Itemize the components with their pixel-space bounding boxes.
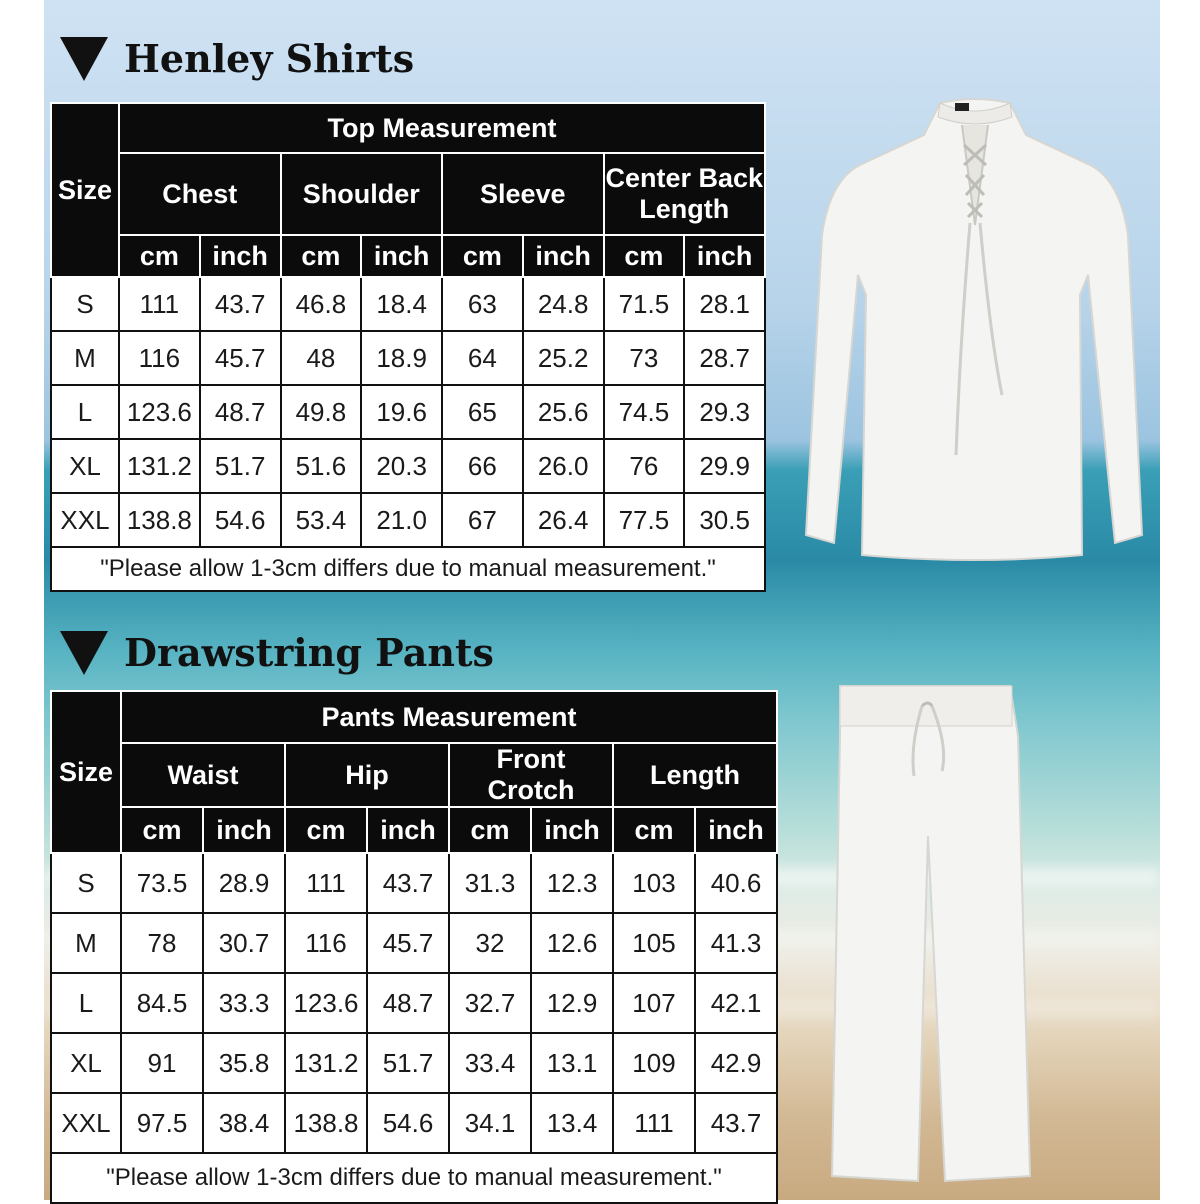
table-row	[51, 1093, 777, 1153]
measurement-cell: 63	[442, 277, 523, 331]
unit-header: inch	[531, 807, 613, 853]
measurement-cell: 51.7	[367, 1033, 449, 1093]
size-header: Size	[51, 691, 121, 853]
measurement-cell: 105	[613, 913, 695, 973]
measurement-cell: 109	[613, 1033, 695, 1093]
unit-header: cm	[442, 235, 523, 277]
column-header: Hip	[285, 743, 449, 807]
unit-header: inch	[367, 807, 449, 853]
unit-header: cm	[604, 235, 685, 277]
measurement-cell: 43.7	[367, 853, 449, 913]
measurement-cell: 18.9	[361, 331, 442, 385]
unit-header: inch	[203, 807, 285, 853]
measurement-cell: 51.7	[200, 439, 281, 493]
measurement-cell: 41.3	[695, 913, 777, 973]
measurement-cell: 29.9	[684, 439, 765, 493]
column-header: Center Back Length	[604, 153, 766, 235]
table-row	[51, 277, 765, 331]
measurement-cell: 34.1	[449, 1093, 531, 1153]
measurement-cell: 116	[285, 913, 367, 973]
table-row	[51, 439, 765, 493]
measurement-cell: 45.7	[367, 913, 449, 973]
shirts-title-text: Henley Shirts	[124, 36, 415, 81]
measurement-cell: 28.7	[684, 331, 765, 385]
measurement-cell: 78	[121, 913, 203, 973]
column-header: Length	[613, 743, 777, 807]
measurement-cell: 42.9	[695, 1033, 777, 1093]
measurement-cell: 48.7	[200, 385, 281, 439]
measurement-cell: 65	[442, 385, 523, 439]
measurement-note: "Please allow 1-3cm differs due to manual measurement."	[51, 1153, 777, 1203]
size-cell: L	[51, 973, 121, 1033]
column-header: Waist	[121, 743, 285, 807]
measurement-cell: 26.4	[523, 493, 604, 547]
measurement-cell: 43.7	[200, 277, 281, 331]
column-header: Sleeve	[442, 153, 604, 235]
shirts-section-title	[60, 36, 414, 81]
measurement-cell: 54.6	[200, 493, 281, 547]
size-cell: S	[51, 853, 121, 913]
measurement-cell: 26.0	[523, 439, 604, 493]
measurement-cell: 32.7	[449, 973, 531, 1033]
size-cell: M	[51, 331, 119, 385]
measurement-cell: 97.5	[121, 1093, 203, 1153]
measurement-cell: 12.6	[531, 913, 613, 973]
measurement-cell: 49.8	[281, 385, 362, 439]
table-row	[51, 493, 765, 547]
measurement-cell: 28.9	[203, 853, 285, 913]
table-row	[51, 973, 777, 1033]
table-row	[51, 1033, 777, 1093]
measurement-cell: 30.7	[203, 913, 285, 973]
column-header: Shoulder	[281, 153, 443, 235]
measurement-cell: 84.5	[121, 973, 203, 1033]
unit-header: inch	[684, 235, 765, 277]
size-cell: L	[51, 385, 119, 439]
measurement-cell: 29.3	[684, 385, 765, 439]
measurement-cell: 48.7	[367, 973, 449, 1033]
triangle-down-icon	[60, 631, 108, 675]
measurement-cell: 103	[613, 853, 695, 913]
measurement-cell: 111	[119, 277, 200, 331]
measurement-cell: 32	[449, 913, 531, 973]
unit-header: cm	[119, 235, 200, 277]
table-row	[51, 913, 777, 973]
measurement-cell: 19.6	[361, 385, 442, 439]
measurement-cell: 111	[285, 853, 367, 913]
measurement-cell: 33.3	[203, 973, 285, 1033]
measurement-cell: 38.4	[203, 1093, 285, 1153]
measurement-cell: 12.9	[531, 973, 613, 1033]
measurement-cell: 91	[121, 1033, 203, 1093]
measurement-cell: 51.6	[281, 439, 362, 493]
measurement-cell: 43.7	[695, 1093, 777, 1153]
unit-header: inch	[200, 235, 281, 277]
triangle-down-icon	[60, 37, 108, 81]
measurement-cell: 131.2	[285, 1033, 367, 1093]
size-cell: XL	[51, 439, 119, 493]
measurement-cell: 35.8	[203, 1033, 285, 1093]
group-header: Pants Measurement	[121, 691, 777, 743]
henley-shirt-image	[790, 95, 1160, 565]
measurement-cell: 24.8	[523, 277, 604, 331]
size-cell: XXL	[51, 493, 119, 547]
measurement-cell: 123.6	[119, 385, 200, 439]
measurement-cell: 12.3	[531, 853, 613, 913]
measurement-cell: 73	[604, 331, 685, 385]
unit-header: cm	[121, 807, 203, 853]
measurement-cell: 138.8	[119, 493, 200, 547]
measurement-cell: 54.6	[367, 1093, 449, 1153]
measurement-cell: 138.8	[285, 1093, 367, 1153]
measurement-cell: 71.5	[604, 277, 685, 331]
measurement-cell: 53.4	[281, 493, 362, 547]
column-header: Chest	[119, 153, 281, 235]
measurement-cell: 76	[604, 439, 685, 493]
unit-header: cm	[281, 235, 362, 277]
pants-section-title	[60, 630, 494, 675]
measurement-cell: 25.2	[523, 331, 604, 385]
measurement-cell: 13.4	[531, 1093, 613, 1153]
table-row	[51, 385, 765, 439]
measurement-note: "Please allow 1-3cm differs due to manual measurement."	[51, 547, 765, 591]
measurement-cell: 107	[613, 973, 695, 1033]
measurement-cell: 123.6	[285, 973, 367, 1033]
unit-header: cm	[613, 807, 695, 853]
measurement-cell: 25.6	[523, 385, 604, 439]
pants-title-text: Drawstring Pants	[124, 630, 494, 675]
measurement-cell: 20.3	[361, 439, 442, 493]
size-cell: XL	[51, 1033, 121, 1093]
measurement-cell: 28.1	[684, 277, 765, 331]
measurement-cell: 18.4	[361, 277, 442, 331]
size-cell: XXL	[51, 1093, 121, 1153]
measurement-cell: 30.5	[684, 493, 765, 547]
measurement-cell: 13.1	[531, 1033, 613, 1093]
measurement-cell: 116	[119, 331, 200, 385]
shirt-label	[955, 103, 969, 111]
drawstring-pants-image	[810, 676, 1040, 1196]
table-row	[51, 331, 765, 385]
unit-header: inch	[523, 235, 604, 277]
measurement-cell: 74.5	[604, 385, 685, 439]
column-header: Front Crotch	[449, 743, 613, 807]
measurement-cell: 45.7	[200, 331, 281, 385]
measurement-cell: 67	[442, 493, 523, 547]
measurement-cell: 31.3	[449, 853, 531, 913]
unit-header: inch	[361, 235, 442, 277]
unit-header: cm	[285, 807, 367, 853]
unit-header: inch	[695, 807, 777, 853]
measurement-cell: 66	[442, 439, 523, 493]
measurement-cell: 21.0	[361, 493, 442, 547]
table-row	[51, 853, 777, 913]
measurement-cell: 77.5	[604, 493, 685, 547]
size-header: Size	[51, 103, 119, 277]
size-cell: S	[51, 277, 119, 331]
shirts-size-table	[50, 102, 766, 592]
measurement-cell: 64	[442, 331, 523, 385]
measurement-cell: 46.8	[281, 277, 362, 331]
unit-header: cm	[449, 807, 531, 853]
measurement-cell: 48	[281, 331, 362, 385]
measurement-cell: 40.6	[695, 853, 777, 913]
measurement-cell: 73.5	[121, 853, 203, 913]
measurement-cell: 111	[613, 1093, 695, 1153]
measurement-cell: 131.2	[119, 439, 200, 493]
pants-size-table	[50, 690, 778, 1204]
measurement-cell: 33.4	[449, 1033, 531, 1093]
group-header: Top Measurement	[119, 103, 765, 153]
size-cell: M	[51, 913, 121, 973]
measurement-cell: 42.1	[695, 973, 777, 1033]
